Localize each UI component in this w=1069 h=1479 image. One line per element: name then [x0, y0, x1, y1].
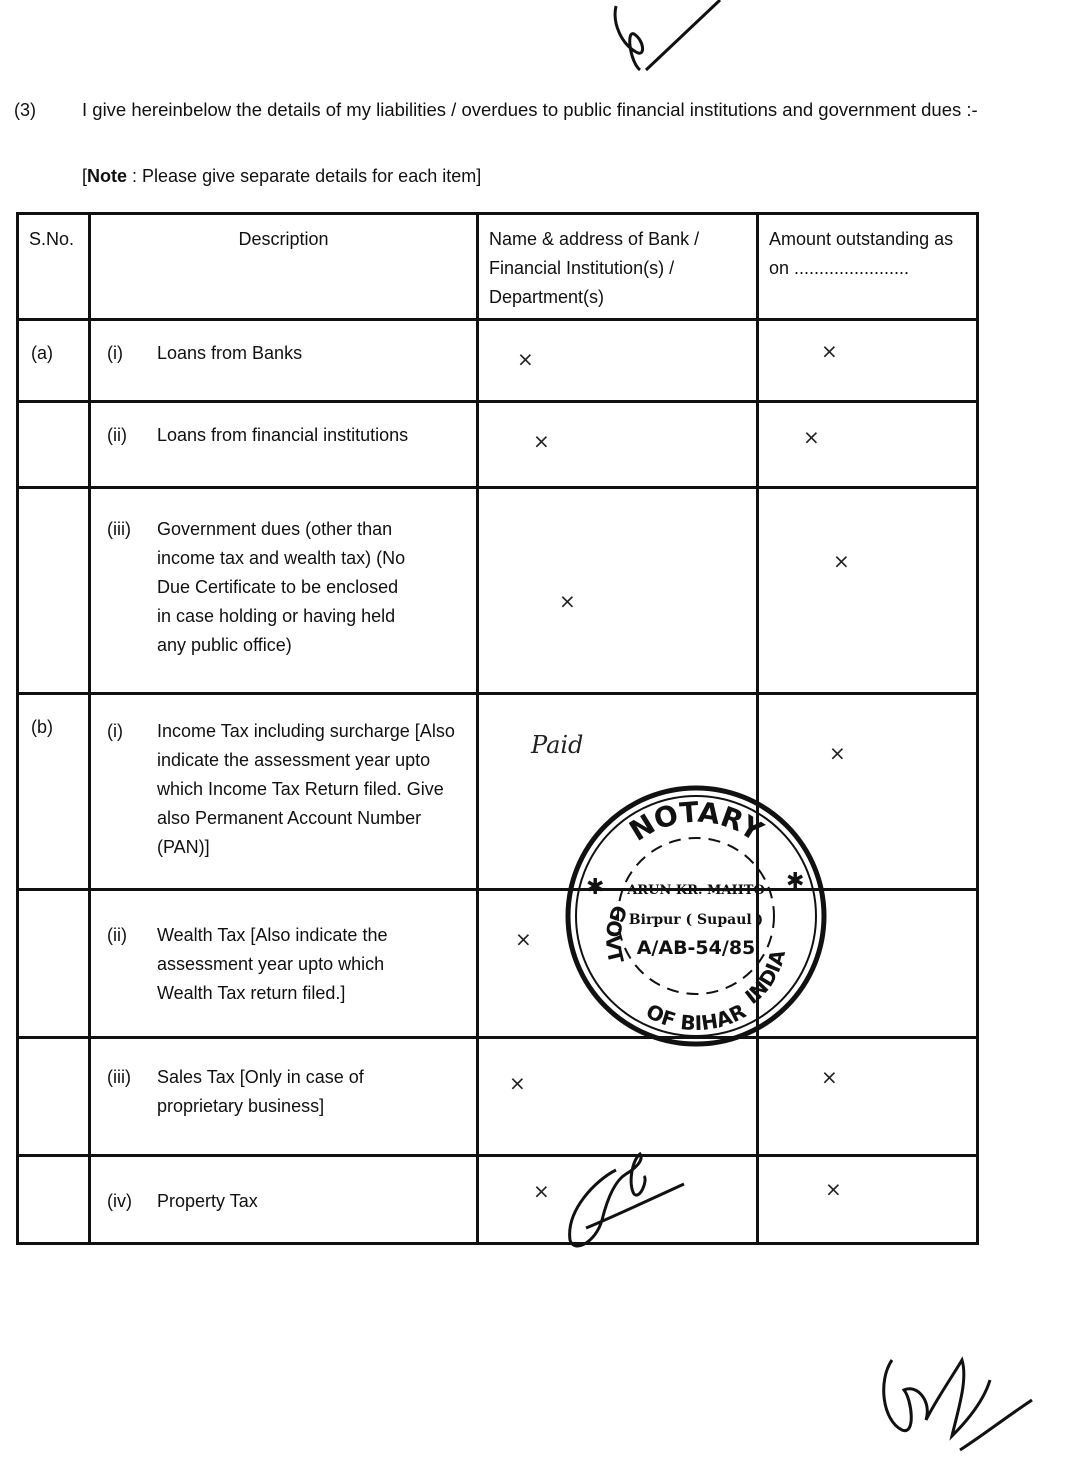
- sno-cell: [18, 488, 90, 694]
- description-cell: [90, 402, 478, 488]
- description-cell: [90, 488, 478, 694]
- stamp-right-path: INDIA: [740, 947, 791, 1009]
- row-index: (iii): [107, 1067, 131, 1087]
- sno-cell: [18, 1156, 90, 1244]
- cross-mark: ⨯: [515, 927, 532, 951]
- row-sno: [19, 1039, 88, 1061]
- sno-cell: [18, 402, 90, 488]
- table-row: [18, 320, 978, 402]
- liabilities-table: [16, 212, 979, 1245]
- table-row: [18, 402, 978, 488]
- header-sno: S.No.: [29, 229, 75, 249]
- row-description: Wealth Tax [Also indicate the assessment year upto which Wealth Tax return filed.]: [157, 925, 388, 1003]
- table-row: [18, 488, 978, 694]
- cross-mark: ⨯: [533, 429, 550, 453]
- row-sno: [19, 403, 88, 425]
- stamp-top-path: NOTARY: [623, 795, 769, 848]
- cross-mark: ⨯: [825, 1177, 842, 1201]
- stamp-place: Birpur ( Supaul ): [628, 912, 764, 928]
- intro-statement: I give hereinbelow the details of my liabilities / overdues to public financial institutions and government dues :-: [82, 99, 978, 120]
- bank-cell: [478, 320, 758, 402]
- note-label: Note: [87, 166, 128, 186]
- stamp-left-text: [601, 902, 632, 966]
- header-amount-cell: [758, 214, 978, 320]
- row-description: Loans from Banks: [157, 343, 303, 363]
- cross-mark: ⨯: [803, 425, 820, 449]
- middle-signature: [556, 1150, 696, 1260]
- table-row: [18, 1156, 978, 1244]
- stamp-bottom-path: OF BIHAR: [642, 998, 750, 1036]
- description-cell: [90, 1038, 478, 1156]
- description-cell: [90, 694, 478, 890]
- bank-cell: [478, 402, 758, 488]
- row-sno: [19, 1157, 88, 1179]
- bank-cell: [478, 1038, 758, 1156]
- top-signature: [596, 0, 726, 80]
- paid-handwritten: Paid: [531, 731, 584, 759]
- cross-mark: ⨯: [533, 1179, 550, 1203]
- signature-stroke: [884, 1360, 1032, 1450]
- row-index: (ii): [107, 925, 127, 945]
- row-description: Government dues (other than income tax and wealth tax) (No Due Certificate to be enclosed in case holding or having held any public office): [157, 519, 406, 655]
- cross-mark: ⨯: [509, 1071, 526, 1095]
- bottom-signature: [872, 1340, 1052, 1460]
- row-description: Income Tax including surcharge [Also indicate the assessment year upto which Income Tax Return filed. Give also Permanent Account Number (PAN)]: [157, 721, 455, 857]
- header-description-cell: [90, 214, 478, 320]
- header-bank-cell: [478, 214, 758, 320]
- amount-cell: [758, 1038, 978, 1156]
- header-description: Description: [238, 229, 329, 249]
- note-line: [82, 166, 481, 187]
- row-index: (ii): [107, 425, 127, 445]
- sno-cell: [18, 320, 90, 402]
- cross-mark: ⨯: [821, 1065, 838, 1089]
- sno-cell: [18, 694, 90, 890]
- section-number: (3): [14, 100, 36, 120]
- row-description: Sales Tax [Only in case of proprietary business]: [157, 1067, 364, 1116]
- row-index: (i): [107, 721, 123, 741]
- header-amount: Amount outstanding as on .......................: [769, 229, 954, 278]
- amount-cell: [758, 1156, 978, 1244]
- sno-cell: [18, 890, 90, 1038]
- stamp-star-icon: ✱: [586, 875, 605, 900]
- cross-mark: ⨯: [833, 549, 850, 573]
- stamp-left-path: GOVT: [600, 902, 633, 966]
- table-row: [18, 694, 978, 890]
- signature-stroke: [615, 0, 720, 70]
- amount-cell: [758, 320, 978, 402]
- row-index: (i): [107, 343, 123, 363]
- notary-stamp: [562, 782, 830, 1050]
- row-description: Loans from financial institutions: [157, 425, 409, 445]
- sno-cell: [18, 1038, 90, 1156]
- amount-cell: [758, 402, 978, 488]
- row-index: (iv): [107, 1191, 132, 1211]
- signature-stroke: [570, 1154, 684, 1246]
- table-header-row: [18, 214, 978, 320]
- cross-mark: ⨯: [559, 589, 576, 613]
- table-row: [18, 1038, 978, 1156]
- amount-cell: [758, 488, 978, 694]
- row-index: (iii): [107, 519, 131, 539]
- description-cell: [90, 1156, 478, 1244]
- cross-mark: ⨯: [517, 347, 534, 371]
- stamp-star-icon: ✱: [786, 869, 805, 894]
- stamp-reg-no: A/AB-54/85: [636, 937, 756, 959]
- row-sno: (b): [31, 717, 53, 737]
- cross-mark: ⨯: [829, 741, 846, 765]
- row-sno: [19, 489, 88, 511]
- note-text: : Please give separate details for each item]: [132, 166, 482, 186]
- bank-cell: [478, 488, 758, 694]
- note-bracket: [: [82, 166, 88, 186]
- description-cell: [90, 890, 478, 1038]
- row-sno: [19, 891, 88, 913]
- header-sno-cell: [18, 214, 90, 320]
- row-description: Property Tax: [157, 1191, 258, 1211]
- row-sno: (a): [31, 343, 53, 363]
- header-bank: Name & address of Bank / Financial Institution(s) / Department(s): [489, 229, 700, 307]
- stamp-name: ARUN KR. MAHTO: [627, 883, 765, 898]
- table-row: [18, 890, 978, 1038]
- cross-mark: ⨯: [821, 339, 838, 363]
- stamp-top-text: [624, 796, 770, 849]
- description-cell: [90, 320, 478, 402]
